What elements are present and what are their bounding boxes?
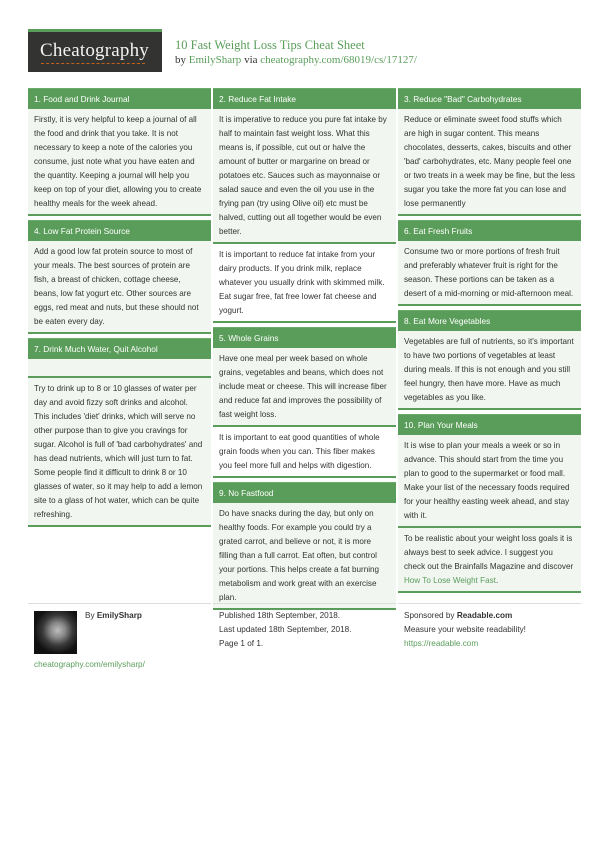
section-body-2: It is important to eat good quantities of whole grain foods when you can. This fiber makes you feel more full and helps with digestion. [213,427,396,478]
by-label: by [175,54,186,66]
section-body: Consume two or more portions of fresh fruit and preferably whatever fruit is right for the season. These portions can be taken as a desert of a mid-morning or mid-afternoon meal. [398,241,581,306]
section-body: Reduce or eliminate sweet food stuffs which are high in sugar content. This means chocolates, desserts, cakes, biscuits and other 'bad' carbohydrates, etc. Many people feel one or two treats in a week may be fine, but the less sugar you take the more fat you can lose and lose permanently [398,109,581,216]
empty-row [28,359,211,378]
section-heading: 5. Whole Grains [213,327,396,348]
section-heading: 10. Plan Your Meals [398,414,581,435]
section-body: Firstly, it is very helpful to keep a journal of all the food and drink that you take. It is not necessary to keep a note of the calories you consume, just note what you have eaten and the quantity. Keeping a journal will help you keep on top of your diet, allowing you to create healthy meals for the week ahead. [28,109,211,216]
section-fresh-fruits [398,220,581,306]
section-no-fastfood [213,482,396,610]
author-url-link[interactable]: cheatography.com/emilysharp/ [34,660,145,669]
section-reduce-fat [213,88,396,323]
by-author [85,609,142,623]
column-2 [213,88,396,614]
section-heading: 8. Eat More Vegetables [398,310,581,331]
section-heading: 4. Low Fat Protein Source [28,220,211,241]
published-date: Published 18th September, 2018. [219,611,341,620]
section-body: Vegetables are full of nutrients, so it's important to have two portions of vegetables at least during meals. If this is not enough and you still feel hungry, then have more. Have as much vegetables as you like. [398,331,581,410]
section-body-2: It is important to reduce fat intake from your dairy products. If you drink milk, replace whatever you usually drink with skimmed milk. Eat sugar free, fat free lower fat cheese and yogurt. [213,244,396,323]
section-heading: 3. Reduce "Bad" Carbohydrates [398,88,581,109]
via-label: via [244,54,258,66]
section-body: Have one meal per week based on whole grains, vegetables and beans, which does not include meat or cheese. This will increase fiber and reduce fat and improves the possibility of fast weight loss. [213,348,396,427]
column-1 [28,88,211,531]
section-food-drink-journal [28,88,211,216]
updated-date: Last updated 18th September, 2018. [219,625,352,634]
period: . [495,576,499,585]
footer-sponsor [398,603,581,651]
section-body: Add a good low fat protein source to most of your meals. The best sources of protein are fish, a breast of chicken, cottage cheese, beans, low fat yogurt etc. Other sources are eggs, red meat and nuts, but these should not be eaten every day. [28,241,211,334]
section-reduce-bad-carbs [398,88,581,216]
byline [175,54,417,66]
sponsor-url-link[interactable]: https://readable.com [404,639,479,648]
section-heading: 6. Eat Fresh Fruits [398,220,581,241]
section-body: Do have snacks during the day, but only on healthy foods. For example you could try a grated carrot, and believe or not, it is more filling than a full carrot. Eat often, but control your portions. This helps create a fat burning metabolism and work great with an exercise plan. [213,503,396,610]
section-body: Try to drink up to 8 or 10 glasses of water per day and avoid fizzy soft drinks and alcohol. This includes 'diet' drinks, which will serve no other purpose than to give you cravings for sugar. Alcohol is full of 'bad carbohydrates' and has dead nutrients, which will just turn to fat. Some people find it difficult to drink 8 or 10 glasses of water, so it may help to add a lemon site to a glass of hot water, which can be quite refreshing. [28,378,211,527]
sponsor-name[interactable]: Readable.com [456,611,513,620]
sponsored-label: Sponsored by [404,611,455,620]
section-body: It is imperative to reduce you pure fat intake by half to maintain fast weight loss. What this means is, if possible, cut out or halve the amount of butter or margarine on bread or potatoes etc. Sauces such as mayonnaise or salad sauce and even the oil you use in the frying pan (try using Olive oil) etc must be halved, cutting out all together would be even better. [213,109,396,244]
section-whole-grains [213,327,396,478]
section-low-fat-protein [28,220,211,334]
column-3 [398,88,581,597]
cheatography-logo[interactable] [28,29,162,72]
author-avatar[interactable] [34,611,77,654]
section-heading: 2. Reduce Fat Intake [213,88,396,109]
section-heading: 9. No Fastfood [213,482,396,503]
section-more-vegetables [398,310,581,410]
logo-text: Cheatography [40,40,149,61]
sponsor-line [404,609,575,623]
footer-author [28,603,211,669]
section-heading: 1. Food and Drink Journal [28,88,211,109]
weight-loss-link[interactable]: How To Lose Weight Fast [404,576,496,585]
page-count: Page 1 of 1. [219,639,264,648]
section-body-2 [398,528,581,593]
page-title: 10 Fast Weight Loss Tips Cheat Sheet [175,38,365,52]
author-name[interactable]: EmilySharp [96,611,142,620]
section-body: It is wise to plan your meals a week or so in advance. This should start from the time you plan to good to the supermarket or food mall. Make your list of the necessary foods required for your healthy easting week ahead, and stay with it. [398,435,581,528]
author-link[interactable]: EmilySharp [188,54,242,66]
footer-dates [213,603,396,651]
section-heading: 7. Drink Much Water, Quit Alcohol [28,338,211,359]
logo-underline [41,63,145,64]
body-text: To be realistic about your weight loss goals it is always best to seek advice. I suggest you check out the Brainfalls Magazine and discover [404,534,574,571]
section-drink-water [28,338,211,527]
by-label: By [85,611,95,620]
sponsor-tagline: Measure your website readability! [404,625,526,634]
section-plan-meals [398,414,581,593]
sheet-url-link[interactable]: cheatography.com/68019/cs/17127/ [260,54,417,66]
